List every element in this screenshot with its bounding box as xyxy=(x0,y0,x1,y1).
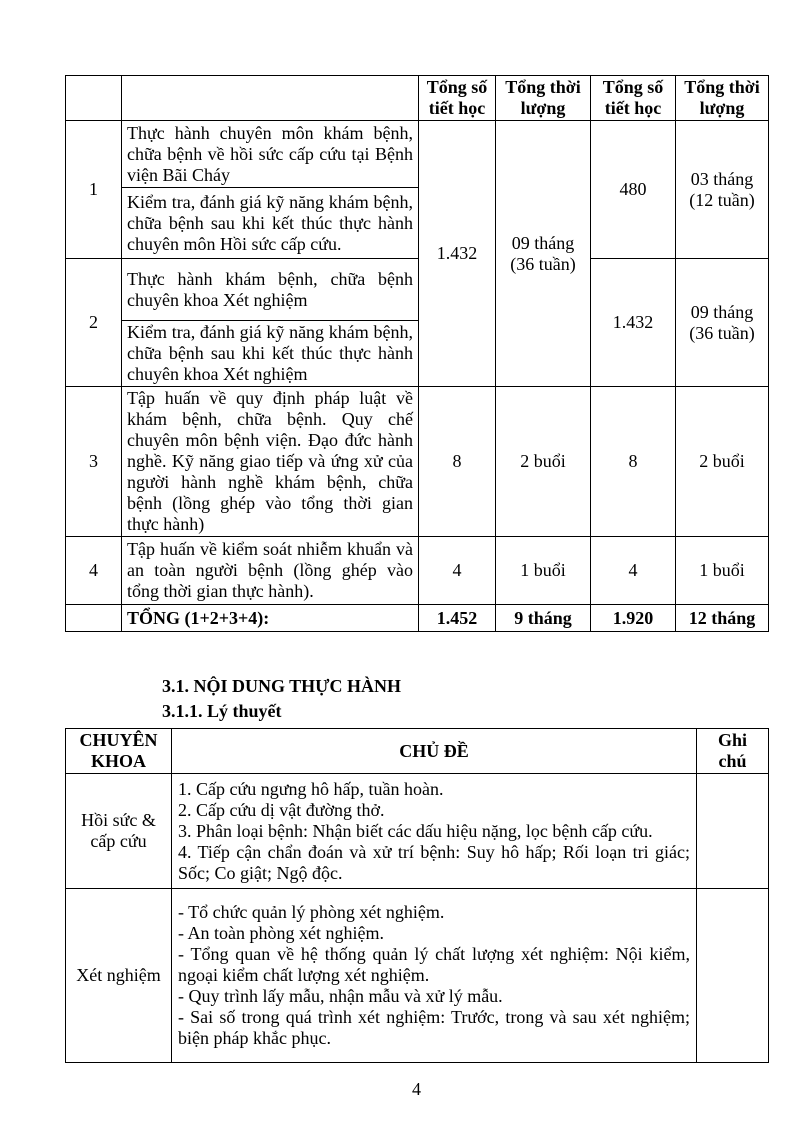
total-label-cell: TỔNG (1+2+3+4): xyxy=(122,605,419,632)
topic-item: 2. Cấp cứu dị vật đường thở. xyxy=(178,799,385,820)
topic-item: - Tổng quan về hệ thống quản lý chất lượng xét nghiệm: Nội kiểm, ngoại kiểm chất lượng xét nghiệm. xyxy=(178,944,690,985)
col-header-total-lessons-1: Tổng số tiết học xyxy=(419,76,496,121)
theory-content-table xyxy=(65,728,769,1063)
row3-lessons-cell-1: 8 xyxy=(419,387,496,537)
row3-duration-cell-1: 2 buổi xyxy=(496,387,591,537)
merged-total-lessons-cell: 1.432 xyxy=(419,121,496,387)
total-lessons-cell-1: 1.452 xyxy=(419,605,496,632)
theory-header-row xyxy=(66,729,769,774)
row4-lessons-cell-2: 4 xyxy=(591,537,676,605)
specialty-cell-laboratory: Xét nghiệm xyxy=(66,889,172,1063)
row4-duration-cell-2: 1 buổi xyxy=(676,537,769,605)
row1-number-cell: 1 xyxy=(66,121,122,259)
row2-number-cell: 2 xyxy=(66,259,122,387)
row3-lessons-cell-2: 8 xyxy=(591,387,676,537)
row2-part-a xyxy=(66,259,769,321)
row3 xyxy=(66,387,769,537)
topic-item: 4. Tiếp cận chẩn đoán và xử trí bệnh: Suy hô hấp; Rối loạn tri giác; Sốc; Co giật; Ngộ độc. xyxy=(178,841,690,883)
topics-cell-laboratory xyxy=(172,889,697,1063)
header-empty-desc-cell xyxy=(122,76,419,121)
note-cell-laboratory xyxy=(697,889,769,1063)
specialty-row-emergency xyxy=(66,774,769,889)
col-header-topic: CHỦ ĐỀ xyxy=(172,729,697,774)
specialty-row-laboratory xyxy=(66,889,769,1063)
total-duration-cell-2: 12 tháng xyxy=(676,605,769,632)
total-row xyxy=(66,605,769,632)
row3-duration-cell-2: 2 buổi xyxy=(676,387,769,537)
page-number: 4 xyxy=(412,1079,421,1099)
topic-item: - An toàn phòng xét nghiệm. xyxy=(178,923,384,943)
row2-duration-cell: 09 tháng (36 tuần) xyxy=(676,259,769,387)
merged-total-duration-cell: 09 tháng (36 tuần) xyxy=(496,121,591,387)
col-header-specialty: CHUYÊN KHOA xyxy=(66,729,172,774)
row4 xyxy=(66,537,769,605)
subsection-heading: 3.1.1. Lý thuyết xyxy=(162,701,282,721)
topic-item: 3. Phân loại bệnh: Nhận biết các dấu hiệu nặng, lọc bệnh cấp cứu. xyxy=(178,820,653,841)
row1-part-a xyxy=(66,121,769,188)
col-header-total-duration-1: Tổng thời lượng xyxy=(496,76,591,121)
row4-activity-cell: Tập huấn về kiểm soát nhiễm khuẩn và an toàn người bệnh (lồng ghép vào tổng thời gian thực hành). xyxy=(122,537,419,605)
specialty-cell-emergency: Hồi sức & cấp cứu xyxy=(66,774,172,889)
topic-item: 1. Cấp cứu ngưng hô hấp, tuần hoàn. xyxy=(178,778,444,799)
total-duration-cell-1: 9 tháng xyxy=(496,605,591,632)
row4-lessons-cell-1: 4 xyxy=(419,537,496,605)
training-summary-table xyxy=(65,75,769,632)
col-header-note: Ghi chú xyxy=(697,729,769,774)
col-header-total-duration-2: Tổng thời lượng xyxy=(676,76,769,121)
section-heading: 3.1. NỘI DUNG THỰC HÀNH xyxy=(162,676,402,696)
row4-number-cell: 4 xyxy=(66,537,122,605)
topics-cell-emergency xyxy=(172,774,697,889)
row2-activity-b-cell: Kiểm tra, đánh giá kỹ năng khám bệnh, chữa bệnh sau khi kết thúc thực hành chuyên khoa Xét nghiệm xyxy=(122,321,419,387)
row3-number-cell: 3 xyxy=(66,387,122,537)
row1-activity-b-cell: Kiểm tra, đánh giá kỹ năng khám bệnh, chữa bệnh sau khi kết thúc thực hành chuyên môn Hồi sức cấp cứu. xyxy=(122,188,419,259)
topic-item: - Sai số trong quá trình xét nghiệm: Trước, trong và sau xét nghiệm; biện pháp khắc phục. xyxy=(178,1007,690,1048)
note-cell-emergency xyxy=(697,774,769,889)
summary-header-row xyxy=(66,76,769,121)
row2-lessons-cell: 1.432 xyxy=(591,259,676,387)
topic-item: - Quy trình lấy mẫu, nhận mẫu và xử lý mẫu. xyxy=(178,986,503,1006)
row2-activity-a-cell: Thực hành khám bệnh, chữa bệnh chuyên khoa Xét nghiệm xyxy=(122,259,419,321)
col-header-total-lessons-2: Tổng số tiết học xyxy=(591,76,676,121)
row4-duration-cell-1: 1 buổi xyxy=(496,537,591,605)
row1-activity-a-cell: Thực hành chuyên môn khám bệnh, chữa bệnh về hồi sức cấp cứu tại Bệnh viện Bãi Cháy xyxy=(122,121,419,188)
row3-activity-cell: Tập huấn về quy định pháp luật về khám bệnh, chữa bệnh. Quy chế chuyên môn bệnh viện. Đạo đức hành nghề. Kỹ năng giao tiếp và ứng xử của người hành nghề khám bệnh, chữa bệnh (lồng ghép vào tổng thời gian thực hành) xyxy=(122,387,419,537)
section-headings xyxy=(162,676,800,722)
row1-lessons-cell: 480 xyxy=(591,121,676,259)
total-row-empty-cell xyxy=(66,605,122,632)
row1-duration-cell: 03 tháng (12 tuần) xyxy=(676,121,769,259)
header-empty-index-cell xyxy=(66,76,122,121)
total-lessons-cell-2: 1.920 xyxy=(591,605,676,632)
topic-item: - Tổ chức quản lý phòng xét nghiệm. xyxy=(178,902,445,922)
